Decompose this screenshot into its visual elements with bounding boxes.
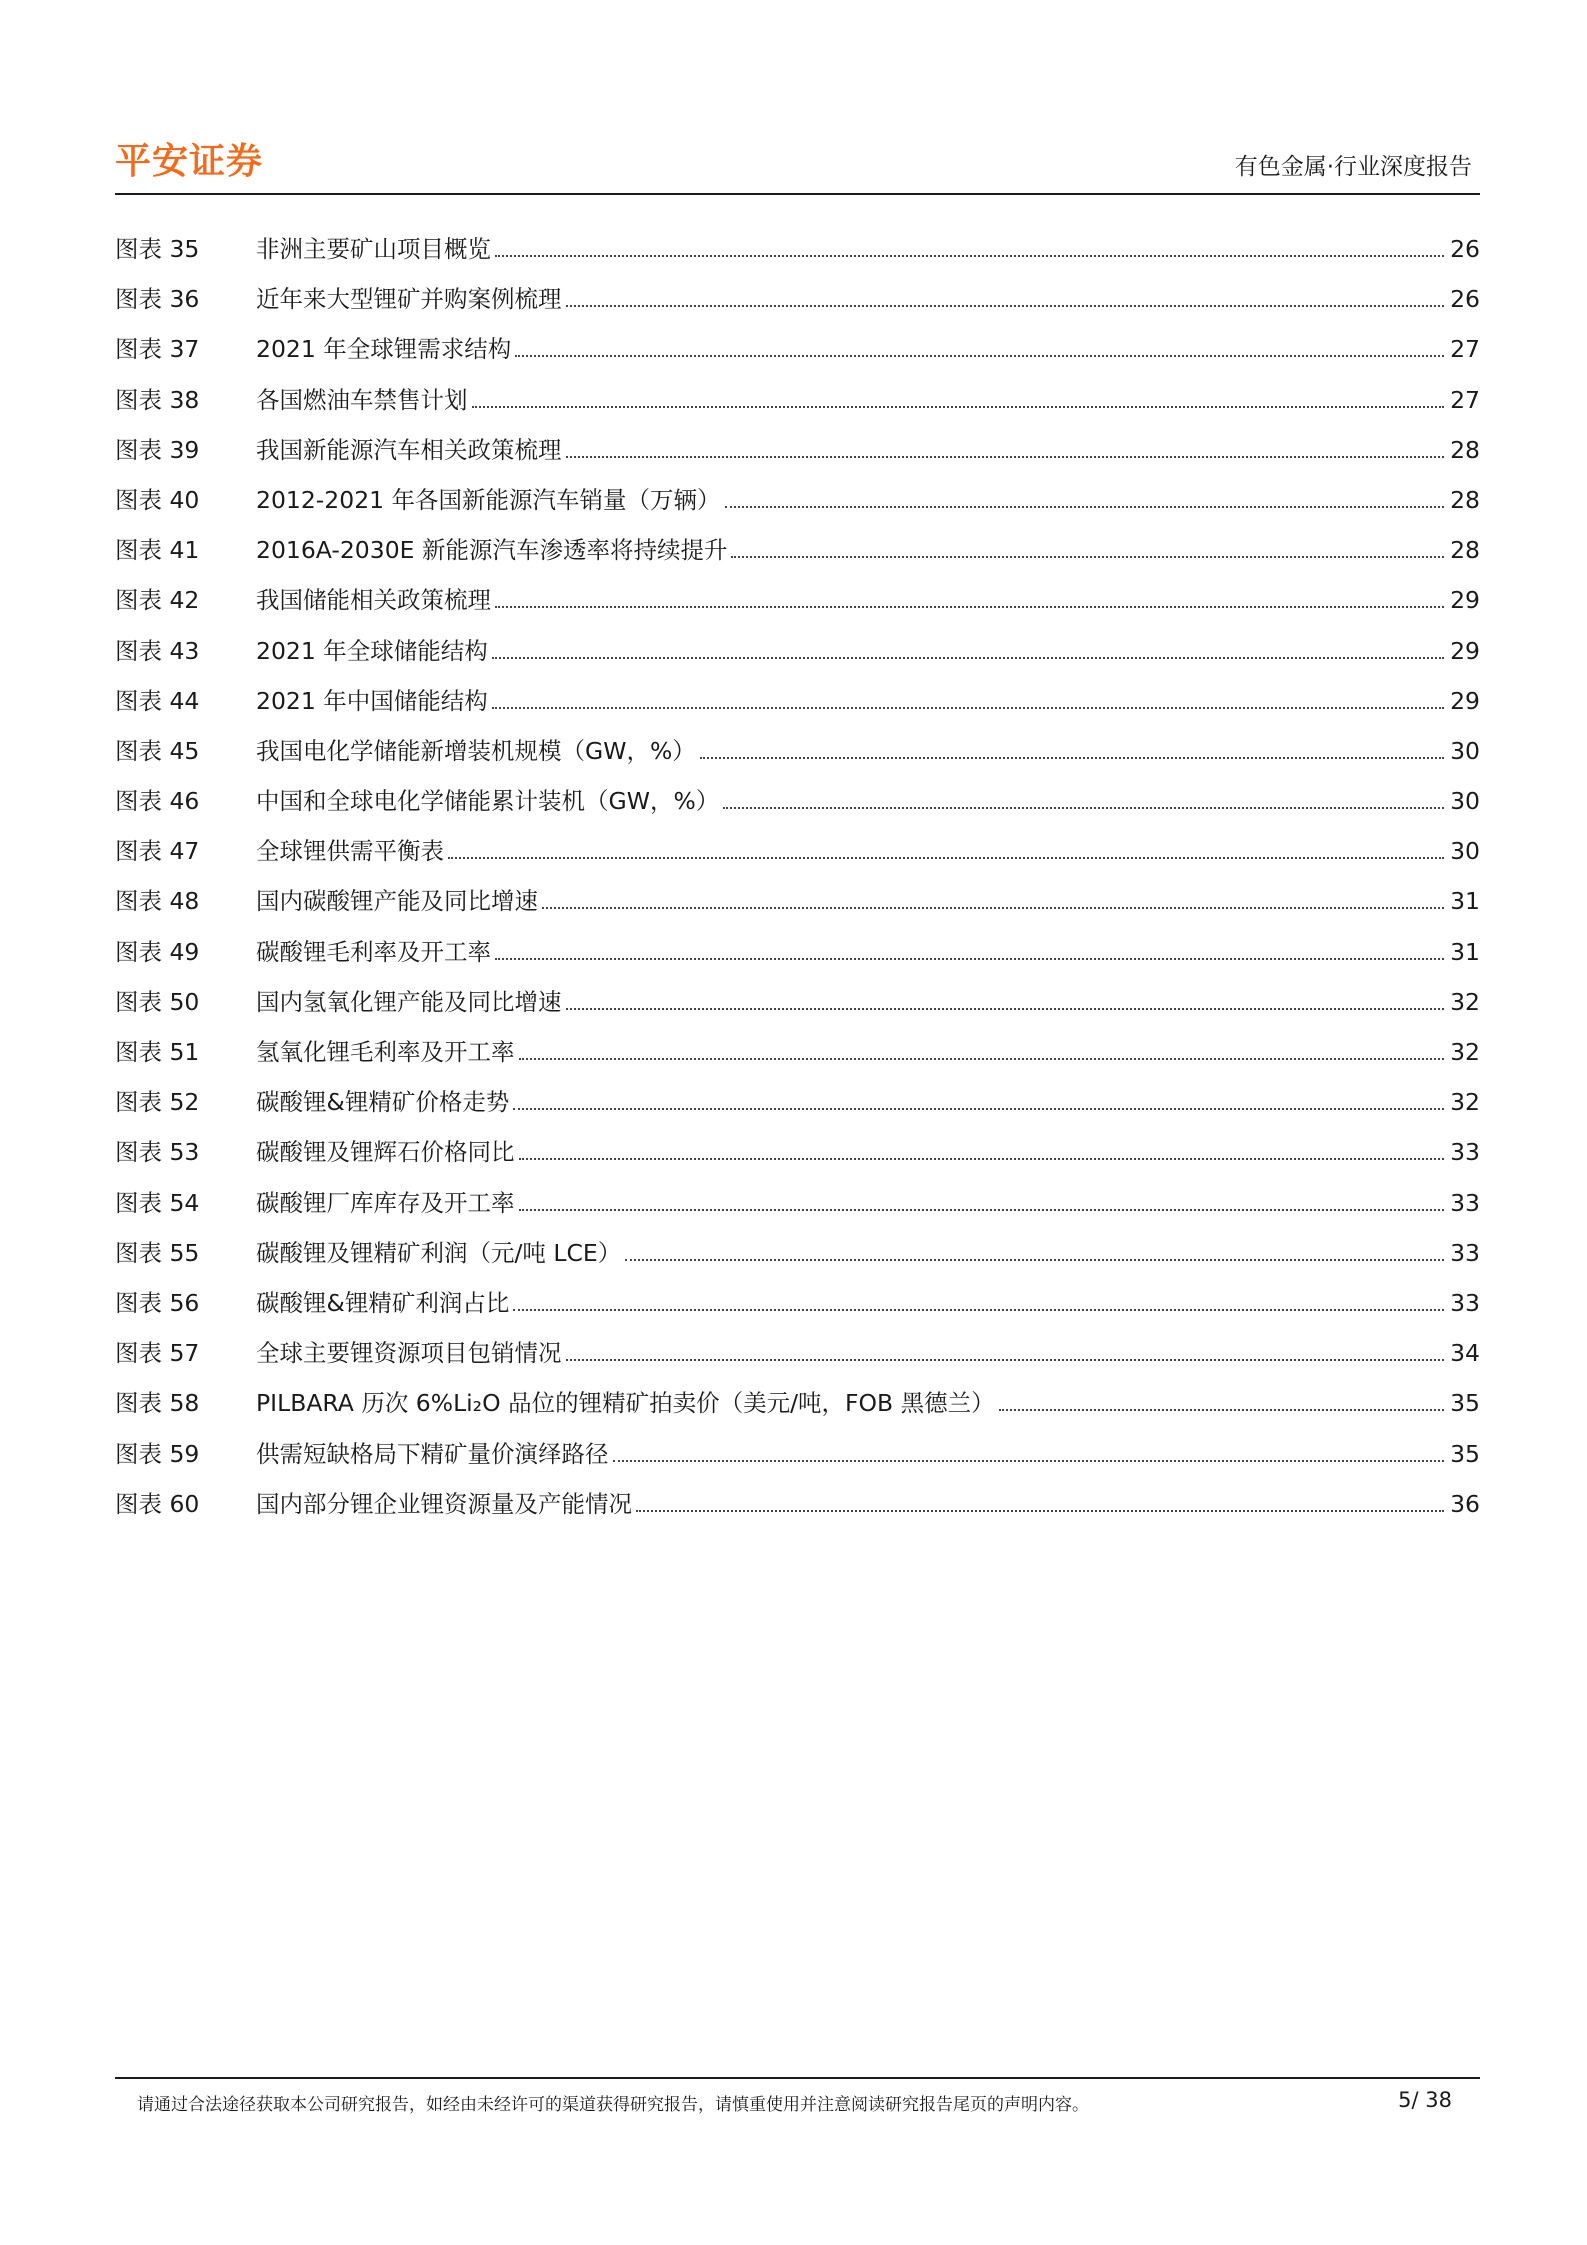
toc-entry-title: 我国新能源汽车相关政策梳理 — [256, 435, 562, 464]
toc-entry-page: 30 — [1450, 837, 1480, 866]
toc-dot-leader — [700, 756, 1444, 759]
toc-entry-page: 32 — [1450, 1038, 1480, 1066]
toc-entry[interactable] — [115, 1429, 1480, 1479]
toc-entry-title: 碳酸锂厂库库存及开工率 — [256, 1188, 515, 1217]
toc-entry-page: 26 — [1450, 285, 1480, 314]
toc-entry-number: 图表 51 — [115, 1038, 200, 1066]
toc-dot-leader — [999, 1408, 1444, 1411]
toc-entry[interactable] — [115, 726, 1480, 776]
toc-entry-page: 30 — [1450, 787, 1480, 816]
toc-dot-leader — [566, 1358, 1445, 1361]
toc-entry-number: 图表 36 — [115, 285, 200, 314]
toc-entry[interactable] — [115, 1378, 1480, 1428]
toc-entry-number: 图表 46 — [115, 787, 200, 816]
toc-dot-leader — [495, 957, 1444, 960]
toc-entry-number: 图表 35 — [115, 235, 200, 263]
toc-entry[interactable] — [115, 224, 1480, 274]
toc-entry-number: 图表 60 — [115, 1489, 200, 1518]
toc-entry-title: 碳酸锂&锂精矿价格走势 — [256, 1088, 510, 1117]
toc-entry[interactable] — [115, 626, 1480, 676]
toc-entry-number: 图表 57 — [115, 1339, 200, 1368]
toc-entry-title: 非洲主要矿山项目概览 — [256, 235, 491, 263]
toc-entry-title: 碳酸锂及锂精矿利润（元/吨 LCE） — [256, 1238, 622, 1267]
toc-entry-title: 我国储能相关政策梳理 — [256, 586, 491, 615]
toc-dot-leader — [495, 605, 1444, 608]
toc-entry-page: 31 — [1450, 887, 1480, 916]
toc-entry-page: 35 — [1450, 1439, 1480, 1468]
toc-entry-title: 全球锂供需平衡表 — [256, 837, 444, 866]
toc-entry-title: 2021 年全球储能结构 — [256, 636, 488, 665]
toc-entry-number: 图表 48 — [115, 887, 200, 916]
toc-entry-page: 28 — [1450, 435, 1480, 464]
toc-dot-leader — [513, 1107, 1444, 1110]
toc-entry[interactable] — [115, 375, 1480, 425]
toc-entry[interactable] — [115, 1127, 1480, 1177]
page-header — [115, 128, 1480, 192]
toc-entry-number: 图表 55 — [115, 1238, 200, 1267]
toc-entry-page: 32 — [1450, 987, 1480, 1016]
toc-entry[interactable] — [115, 1479, 1480, 1529]
toc-entry-title: 近年来大型锂矿并购案例梳理 — [256, 285, 562, 314]
toc-entry-title: 2016A-2030E 新能源汽车渗透率将持续提升 — [256, 536, 728, 565]
toc-entry-title: 碳酸锂及锂辉石价格同比 — [256, 1138, 515, 1167]
toc-entry[interactable] — [115, 1027, 1480, 1077]
toc-entry-title: 2012-2021 年各国新能源汽车销量（万辆） — [256, 485, 721, 514]
toc-entry-title: 各国燃油车禁售计划 — [256, 385, 468, 414]
toc-entry-title: 国内氢氧化锂产能及同比增速 — [256, 987, 562, 1016]
toc-entry-page: 33 — [1450, 1188, 1480, 1217]
toc-entry-title: 中国和全球电化学储能累计装机（GW，%） — [256, 787, 720, 816]
toc-entry[interactable] — [115, 525, 1480, 575]
toc-entry-page: 33 — [1450, 1238, 1480, 1267]
toc-entry-page: 27 — [1450, 385, 1480, 414]
toc-entry-number: 图表 42 — [115, 586, 200, 615]
toc-entry-page: 29 — [1450, 636, 1480, 665]
toc-entry-number: 图表 58 — [115, 1389, 200, 1418]
header-divider — [115, 193, 1480, 195]
toc-entry[interactable] — [115, 274, 1480, 324]
toc-entry[interactable] — [115, 475, 1480, 525]
toc-entry[interactable] — [115, 826, 1480, 876]
toc-entry[interactable] — [115, 776, 1480, 826]
toc-entry-page: 27 — [1450, 335, 1480, 364]
toc-entry-number: 图表 56 — [115, 1288, 200, 1317]
toc-dot-leader — [492, 656, 1444, 659]
toc-dot-leader — [566, 304, 1445, 307]
toc-entry-title: 碳酸锂&锂精矿利润占比 — [256, 1288, 510, 1317]
toc-entry-number: 图表 50 — [115, 987, 200, 1016]
toc-entry-title: 我国电化学储能新增装机规模（GW，%） — [256, 736, 696, 765]
toc-entry-number: 图表 43 — [115, 636, 200, 665]
toc-entry[interactable] — [115, 977, 1480, 1027]
toc-entry-title: 供需短缺格局下精矿量价演绎路径 — [256, 1439, 609, 1468]
footer-disclaimer: 请通过合法途径获取本公司研究报告，如经由未经许可的渠道获得研究报告，请慎重使用并注意阅读研究报告尾页的声明内容。 — [137, 2095, 1089, 2115]
toc-entry[interactable] — [115, 1328, 1480, 1378]
toc-entry[interactable] — [115, 1178, 1480, 1228]
toc-entry[interactable] — [115, 324, 1480, 374]
toc-entry[interactable] — [115, 1278, 1480, 1328]
toc-entry[interactable] — [115, 876, 1480, 926]
toc-entry-number: 图表 39 — [115, 435, 200, 464]
toc-entry-page: 32 — [1450, 1088, 1480, 1117]
toc-entry-title: 氢氧化锂毛利率及开工率 — [256, 1038, 515, 1066]
toc-dot-leader — [495, 254, 1444, 257]
toc-entry[interactable] — [115, 1228, 1480, 1278]
toc-dot-leader — [519, 1057, 1445, 1060]
toc-entry-title: PILBARA 历次 6%Li₂O 品位的锂精矿拍卖价（美元/吨，FOB 黑德兰） — [256, 1389, 995, 1418]
toc-entry-title: 2021 年全球锂需求结构 — [256, 335, 512, 364]
toc-dot-leader — [519, 1157, 1445, 1160]
toc-entry-page: 34 — [1450, 1339, 1480, 1368]
toc-entry-title: 国内部分锂企业锂资源量及产能情况 — [256, 1489, 632, 1518]
toc-dot-leader — [636, 1509, 1444, 1512]
toc-entry-number: 图表 59 — [115, 1439, 200, 1468]
toc-dot-leader — [472, 405, 1445, 408]
toc-dot-leader — [731, 555, 1444, 558]
toc-entry-number: 图表 49 — [115, 937, 200, 966]
toc-entry-number: 图表 54 — [115, 1188, 200, 1217]
toc-entry-number: 图表 44 — [115, 686, 200, 715]
toc-entry-number: 图表 53 — [115, 1138, 200, 1167]
toc-dot-leader — [492, 706, 1444, 709]
toc-dot-leader — [519, 1208, 1445, 1211]
toc-entry-page: 26 — [1450, 235, 1480, 263]
toc-entry-page: 36 — [1450, 1489, 1480, 1518]
toc-dot-leader — [566, 455, 1445, 458]
toc-entry-number: 图表 41 — [115, 536, 200, 565]
toc-dot-leader — [625, 1258, 1444, 1261]
toc-dot-leader — [725, 505, 1445, 508]
company-logo: 平安证券 — [115, 141, 264, 182]
toc-entry[interactable] — [115, 1077, 1480, 1127]
toc-dot-leader — [723, 806, 1444, 809]
toc-entry[interactable] — [115, 425, 1480, 475]
toc-entry-page: 29 — [1450, 686, 1480, 715]
toc-entry-title: 碳酸锂毛利率及开工率 — [256, 937, 491, 966]
toc-entry-title: 2021 年中国储能结构 — [256, 686, 488, 715]
footer-divider — [115, 2077, 1480, 2079]
toc-entry-number: 图表 47 — [115, 837, 200, 866]
toc-entry-page: 33 — [1450, 1288, 1480, 1317]
toc-entry-title: 国内碳酸锂产能及同比增速 — [256, 887, 538, 916]
toc-dot-leader — [542, 906, 1444, 909]
toc-dot-leader — [613, 1459, 1445, 1462]
toc-entry-page: 28 — [1450, 485, 1480, 514]
toc-entry-page: 28 — [1450, 536, 1480, 565]
page-number: 5/ 38 — [1398, 2088, 1452, 2112]
toc-entry-number: 图表 37 — [115, 335, 200, 364]
toc-dot-leader — [566, 1007, 1445, 1010]
toc-entry-number: 图表 45 — [115, 736, 200, 765]
table-of-figures — [115, 224, 1480, 1529]
toc-entry-number: 图表 38 — [115, 385, 200, 414]
toc-dot-leader — [513, 1308, 1444, 1311]
toc-entry[interactable] — [115, 927, 1480, 977]
toc-entry[interactable] — [115, 676, 1480, 726]
toc-dot-leader — [515, 354, 1444, 357]
toc-entry-number: 图表 40 — [115, 485, 200, 514]
toc-dot-leader — [448, 856, 1444, 859]
toc-entry-page: 35 — [1450, 1389, 1480, 1418]
toc-entry-number: 图表 52 — [115, 1088, 200, 1117]
toc-entry[interactable] — [115, 575, 1480, 625]
toc-entry-page: 31 — [1450, 937, 1480, 966]
toc-entry-page: 29 — [1450, 586, 1480, 615]
toc-entry-page: 33 — [1450, 1138, 1480, 1167]
toc-entry-page: 30 — [1450, 736, 1480, 765]
report-type: 有色金属·行业深度报告 — [1234, 154, 1472, 180]
toc-entry-title: 全球主要锂资源项目包销情况 — [256, 1339, 562, 1368]
